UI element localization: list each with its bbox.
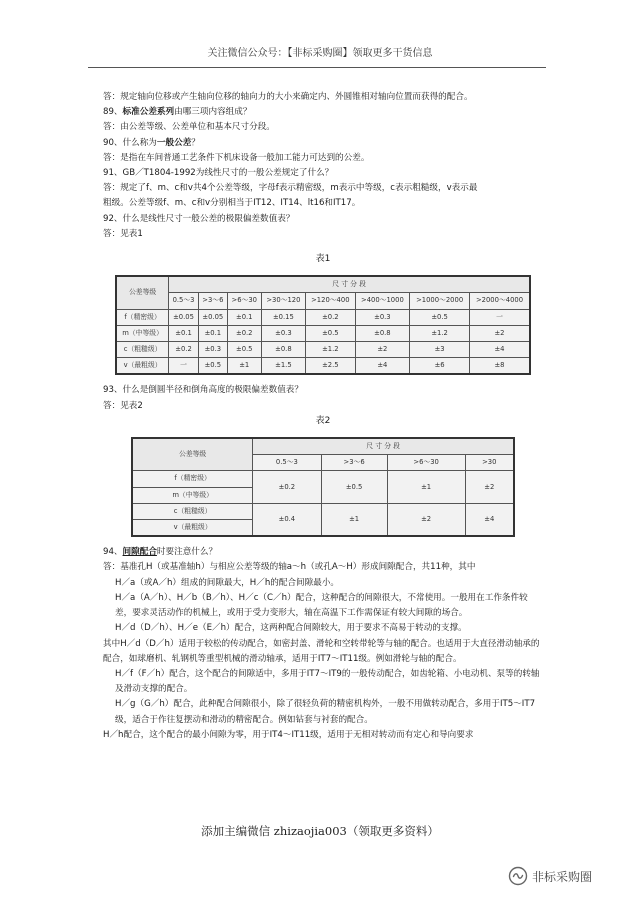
table-row — [132, 471, 514, 487]
table1-cell: ±0.8 — [261, 342, 305, 358]
wechat-official-account-icon — [508, 866, 528, 886]
table1-cell: ±1.2 — [306, 342, 355, 358]
table2-chamfer-tolerance — [131, 437, 515, 537]
table1-cell: ±2 — [355, 342, 410, 358]
answer-94-para6: H／g（G／h）配合，此种配合间隙很小，除了很轻负荷的精密机构外，一般不用做转动配合，多用于IT5～IT7级，适合于作往复摆动和滑动的精密配合。例如钻套与衬套的配合。 — [115, 699, 536, 725]
table2-grade-header: 公差等级 — [132, 438, 253, 471]
table1-cell: ±0.2 — [227, 325, 261, 341]
table1-linear-tolerance — [115, 275, 531, 375]
table1-grade: v（最粗级） — [116, 358, 169, 375]
table1-col: 0.5～3 — [169, 293, 199, 309]
q90-prefix: 90、什么称为 — [103, 137, 157, 148]
table1-col: >1000～2000 — [410, 293, 470, 309]
table1-grade: c（粗糙级） — [116, 342, 169, 358]
q94-suffix: 时要注意什么？ — [156, 547, 218, 558]
answer-94-para4: 其中H／d（D／h）适用于较松的传动配合，如密封盖、滑轮和空转带轮等与轴的配合。也适用于大直径滑动轴承的配合，如球磨机、轧钢机等重型机械的滑动轴承，适用于IT7～IT11级。例如滑轮与轴的配合。 — [103, 638, 540, 664]
page-header: 关注微信公众号：【非标采购圈】领取更多干货信息 — [207, 48, 433, 59]
question-93: 93、什么是倒圆半径和倒角高度的极限偏差数值表？ — [103, 385, 303, 396]
table1-cell: ±0.5 — [198, 358, 227, 375]
table2-cell: ±2 — [387, 503, 465, 536]
table-row — [132, 503, 514, 519]
table2-cell: ±0.4 — [253, 503, 321, 536]
brand-name: 非标采购圈 — [532, 869, 593, 884]
table1-caption: 表1 — [315, 254, 331, 265]
answer-91-line1: 答：规定了f、m、c和v共4个公差等级，字母f表示精密级，m表示中等级，c表示粗糙级，v表示最 — [103, 183, 478, 194]
table1-cell: ±0.3 — [355, 309, 410, 325]
table1-cell: ±3 — [410, 342, 470, 358]
table2-grade: v（最粗级） — [132, 520, 253, 537]
intro-answer: 答：规定轴向位移或产生轴向位移的轴向力的大小来确定内、外圆锥相对轴向位置而获得的配合。 — [103, 92, 473, 102]
table2-cell: ±4 — [465, 503, 514, 536]
table2-cell: ±2 — [465, 471, 514, 503]
table1-cell: ±0.1 — [227, 309, 261, 325]
q89-suffix: 由哪三项内容组成？ — [174, 107, 252, 118]
table-row — [116, 358, 530, 375]
table1-cell: ±0.1 — [198, 325, 227, 341]
q90-term: 一般公差 — [156, 137, 192, 148]
table1-cell: ±0.15 — [261, 309, 305, 325]
answer-94-para5: H／f（F／h）配合，这个配合的间隙适中，多用于IT7～IT9的一般传动配合，如齿轮箱、小电动机、泵等的转轴及滑动支撑的配合。 — [115, 668, 540, 695]
table1-cell: ±0.3 — [198, 342, 227, 358]
table1-cell: ±2.5 — [306, 358, 355, 375]
table2-size-header: 尺 寸 分 段 — [253, 438, 514, 455]
table1-cell: ±4 — [470, 342, 530, 358]
answer-94-para2: H／a（A／h）、H／b（B／h）、H／c（C／h）配合，这种配合的间隙很大，不常使用。一般用在工作条件较差，要求灵活动作的机械上，或用于受力变形大，轴在高温下工作需保证有较大间隙的场合。 — [115, 592, 528, 619]
brand-watermark — [508, 866, 592, 886]
table1-cell: ±0.5 — [227, 342, 261, 358]
table1-cell: 一 — [169, 358, 199, 375]
table2-cell: ±1 — [321, 503, 387, 536]
table1-cell: ±0.2 — [306, 309, 355, 325]
table1-cell: ±1.5 — [261, 358, 305, 375]
question-91: 91、GB／T1804-1992为线性尺寸的一般公差规定了什么？ — [103, 168, 334, 179]
question-90 — [103, 136, 543, 151]
table1-grade: f（精密级） — [116, 309, 169, 325]
answer-94-para7: H／h配合，这个配合的最小间隙为零，用于IT4～IT11级，适用于无相对转动而有定心和导向要求 — [103, 729, 474, 740]
document-body — [103, 90, 543, 743]
answer-94-line1: 答：基准孔H（或基准轴h）与相应公差等级的轴a～h（或孔A～H）形成间隙配合，共11种，其中 — [103, 562, 476, 573]
q89-term: 标准公差系列 — [122, 107, 175, 118]
table2-col: >3～6 — [321, 455, 387, 471]
table1-cell: ±8 — [470, 358, 530, 375]
table1-col: >400～1000 — [355, 293, 410, 309]
table2-cell: ±0.5 — [321, 471, 387, 503]
table2-grade: m（中等级） — [132, 487, 253, 503]
table2-caption: 表2 — [315, 415, 331, 426]
q89-prefix: 89、 — [103, 107, 123, 118]
table1-cell: ±1.2 — [410, 325, 470, 341]
table1-col: >120～400 — [306, 293, 355, 309]
table1-cell: ±0.5 — [306, 325, 355, 341]
page-footer: 添加主编微信 zhizaojia003（领取更多资料） — [201, 824, 439, 838]
table1-grade-header: 公差等级 — [116, 276, 169, 309]
table2-grade: c（粗糙级） — [132, 503, 253, 519]
answer-92: 答：见表1 — [103, 228, 143, 239]
q90-suffix: ？ — [191, 137, 200, 148]
table1-grade: m（中等级） — [116, 325, 169, 341]
table-row — [116, 342, 530, 358]
question-92: 92、什么是线性尺寸一般公差的极限偏差数值表？ — [103, 213, 295, 224]
answer-89: 答：由公差等级、公差单位和基本尺寸分段。 — [103, 122, 275, 133]
answer-93: 答：见表2 — [103, 400, 143, 411]
table1-cell: ±0.2 — [169, 342, 199, 358]
table2-grade: f（精密级） — [132, 471, 253, 487]
q94-prefix: 94、 — [103, 547, 123, 558]
table1-cell: ±0.05 — [169, 309, 199, 325]
table2-cell: ±1 — [387, 471, 465, 503]
table1-cell: ±0.05 — [198, 309, 227, 325]
table1-cell: ±1 — [227, 358, 261, 375]
table2-col: >6～30 — [387, 455, 465, 471]
table2-col: 0.5～3 — [253, 455, 321, 471]
table1-cell: ±0.8 — [355, 325, 410, 341]
answer-94-para3: H／d（D／h）、H／e（E／h）配合，这两种配合间隙较大，用于要求不高易于转动的支撑。 — [115, 623, 467, 634]
table2-col: >30 — [465, 455, 514, 471]
table1-cell: ±4 — [355, 358, 410, 375]
q94-term: 间隙配合 — [122, 547, 157, 558]
table1-cell: ±0.5 — [410, 309, 470, 325]
question-94 — [103, 545, 543, 560]
table1-cell: ±2 — [470, 325, 530, 341]
answer-94-line2: H／a（或A／h）组成的间隙最大，H／h的配合间隙最小。 — [115, 577, 340, 588]
table1-col: >2000～4000 — [470, 293, 530, 309]
table1-cell: 一 — [470, 309, 530, 325]
answer-90: 答：是指在车间普通工艺条件下机床设备一般加工能力可达到的公差。 — [103, 152, 370, 163]
table1-cell: ±6 — [410, 358, 470, 375]
question-89 — [103, 105, 543, 120]
table-row — [116, 325, 530, 341]
table1-col: >3～6 — [198, 293, 227, 309]
table1-col: >6～30 — [227, 293, 261, 309]
table1-cell: ±0.3 — [261, 325, 305, 341]
header-divider — [88, 67, 546, 68]
table1-col: >30～120 — [261, 293, 305, 309]
answer-91-line2: 粗级。公差等级f、m、c和v分别相当于IT12、IT14、lt16和IT17。 — [103, 198, 361, 209]
table1-size-header: 尺 寸 分 段 — [169, 276, 530, 293]
table1-cell: ±0.1 — [169, 325, 199, 341]
table-row — [116, 309, 530, 325]
table2-cell: ±0.2 — [253, 471, 321, 503]
